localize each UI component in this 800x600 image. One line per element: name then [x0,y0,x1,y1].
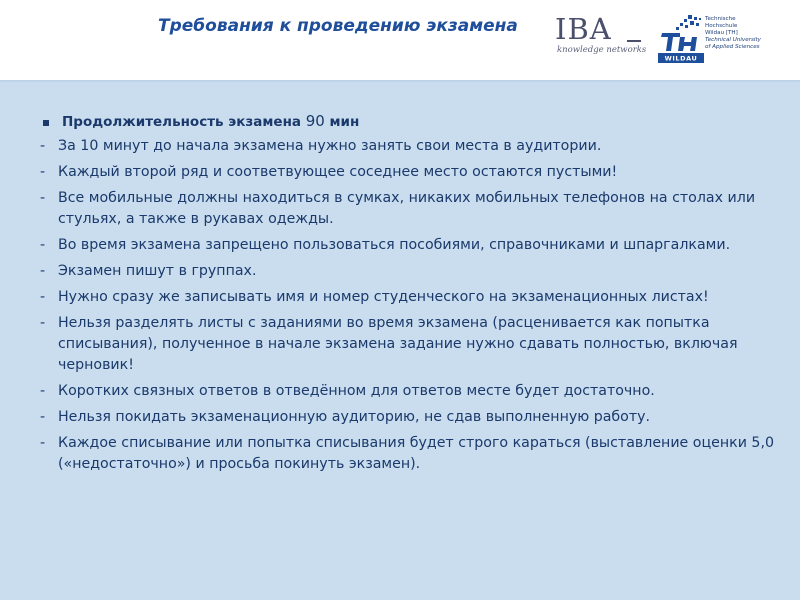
dash-bullet: - [40,164,46,180]
th-line-2: Hochschule [705,23,738,29]
th-line-1: Technische [705,16,736,22]
list-item [40,381,780,402]
dash-bullet: - [40,409,46,425]
dash-bullet: - [40,138,46,154]
dash-bullet: - [40,263,46,279]
iba-logo [555,12,650,60]
list-item [40,136,780,157]
requirements-list [40,112,780,480]
list-item [40,433,780,475]
slide-title: Требования к проведению экзамена [158,16,518,36]
list-item [40,162,780,183]
dash-bullet: - [40,315,46,331]
duration-text [62,112,359,130]
dash-bullet: - [40,383,46,399]
list-item [40,188,780,230]
list-item-text: Экзамен пишут в группах. [58,263,257,279]
th-line-5: of Applied Sciences [705,44,760,50]
iba-logo-word: IBA [555,12,612,46]
list-item-duration [40,112,780,130]
th-wildau-logo [658,15,768,65]
list-item [40,313,780,376]
list-item [40,287,780,308]
duration-number: 90 [305,112,325,130]
slide-header [0,0,800,80]
dash-bullet: - [40,237,46,253]
th-line-3: Wildau [TH] [705,30,738,36]
list-item-text: Во время экзамена запрещено пользоваться пособиями, справочниками и шпаргалками. [58,237,731,253]
list-item-text: Каждое списывание или попытка списывания будет строго караться (выставление оценки 5,0 («недостаточно») и просьба покинуть экзамен). [58,435,774,472]
dash-bullet: - [40,289,46,305]
th-wildau-name [705,16,761,51]
th-wildau-mark-icon [658,15,704,63]
square-bullet-icon [43,120,49,126]
list-item [40,235,780,256]
list-item [40,261,780,282]
duration-suffix: мин [324,114,360,130]
th-line-4: Technical University [705,37,761,43]
list-item-text: Коротких связных ответов в отведённом для ответов месте будет достаточно. [58,383,655,399]
dash-bullet: - [40,190,46,206]
list-item-text: Каждый второй ряд и соответвующее соседнее место остаются пустыми! [58,164,618,180]
list-item [40,407,780,428]
list-item-text: Нельзя покидать экзаменационную аудиторию, не сдав выполненную работу. [58,409,650,425]
dash-bullet: - [40,435,46,451]
th-wildau-mark-text: WILDAU [664,54,698,63]
iba-logo-dash [627,40,641,42]
list-item-text: Нужно сразу же записывать имя и номер студенческого на экзаменационных листах! [58,289,709,305]
iba-logo-tagline: knowledge networks [557,45,647,55]
duration-label: Продолжительность экзамена [62,114,306,130]
header-divider [0,80,800,83]
list-item-text: За 10 минут до начала экзамена нужно занять свои места в аудитории. [58,138,602,154]
list-item-text: Все мобильные должны находиться в сумках, никаких мобильных телефонов на столах или стульях, а также в рукавах одежды. [58,190,756,227]
list-item-text: Нельзя разделять листы с заданиями во время экзамена (расценивается как попытка списывания), полученное в начале экзамена задание нужно сдавать полностью, включая черновик! [58,315,738,373]
